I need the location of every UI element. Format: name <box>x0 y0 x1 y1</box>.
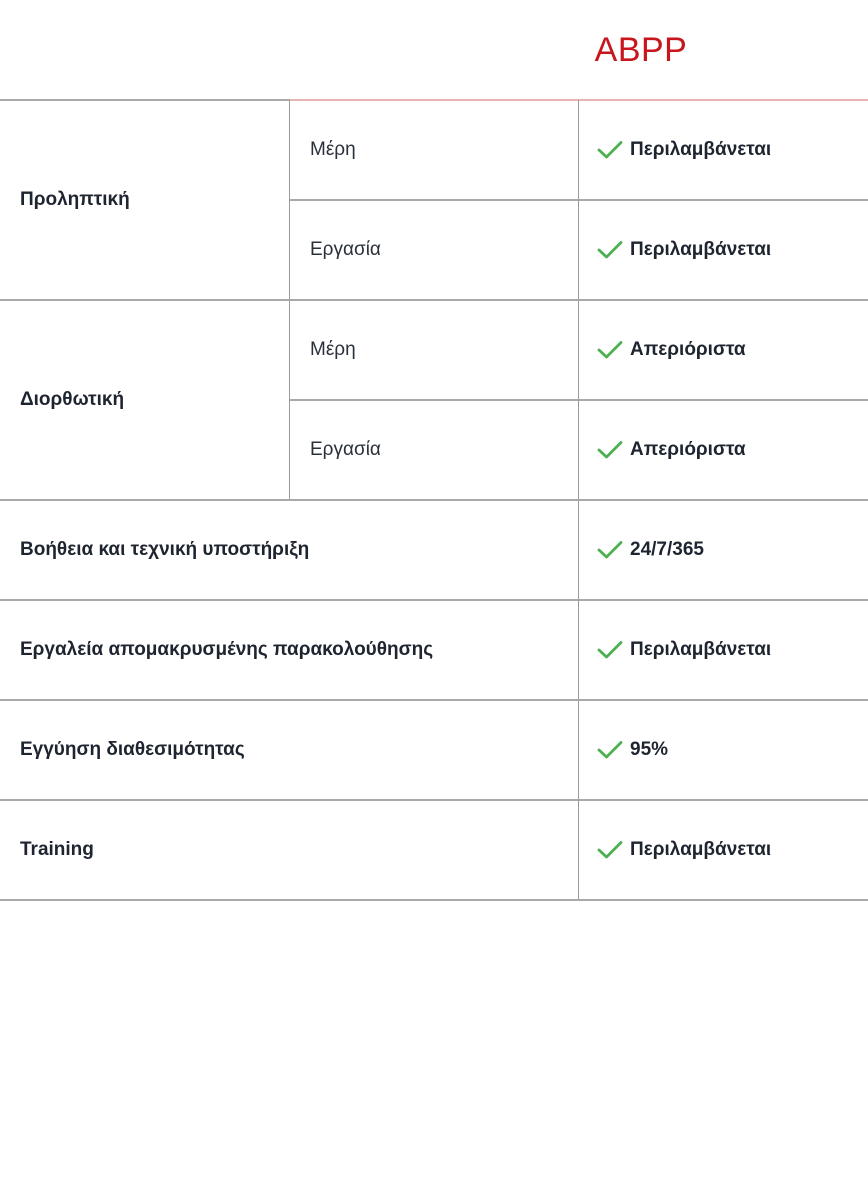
table-header <box>0 0 868 100</box>
feature-label-support: Βοήθεια και τεχνική υποστήριξη <box>20 539 310 560</box>
value-cell <box>578 800 868 900</box>
check-icon <box>597 140 623 160</box>
feature-label-availability: Εγγύηση διαθεσιμότητας <box>20 739 245 760</box>
sub-label-labor: Εργασία <box>289 200 578 300</box>
value-cell <box>578 400 868 500</box>
value-cell <box>578 600 868 700</box>
feature-label-remote-monitoring: Εργαλεία απομακρυσμένης παρακολούθησης <box>20 639 434 660</box>
sub-label-labor: Εργασία <box>289 400 578 500</box>
check-icon <box>597 540 623 560</box>
value-cell <box>578 500 868 600</box>
check-icon <box>597 640 623 660</box>
sub-label-parts: Μέρη <box>289 300 578 400</box>
check-icon <box>597 240 623 260</box>
check-icon <box>597 340 623 360</box>
value-text: Περιλαμβάνεται <box>630 139 772 160</box>
sub-label-parts: Μέρη <box>289 100 578 200</box>
group-label-corrective: Διορθωτική <box>20 389 125 410</box>
check-icon <box>597 740 623 760</box>
value-text: Περιλαμβάνεται <box>630 239 772 260</box>
feature-label-training: Training <box>20 839 94 860</box>
value-cell <box>578 700 868 800</box>
check-icon <box>597 440 623 460</box>
value-cell <box>578 200 868 300</box>
check-icon <box>597 840 623 860</box>
plan-name-heading: ABPP <box>594 31 688 69</box>
value-text: 24/7/365 <box>630 539 704 560</box>
value-text: Περιλαμβάνεται <box>630 639 772 660</box>
value-cell <box>578 100 868 200</box>
row-divider <box>0 899 868 901</box>
value-text: Απεριόριστα <box>630 439 746 460</box>
group-label-preventive: Προληπτική <box>20 189 130 210</box>
value-text: Περιλαμβάνεται <box>630 839 772 860</box>
value-text: 95% <box>630 739 669 760</box>
value-cell <box>578 300 868 400</box>
value-text: Απεριόριστα <box>630 339 746 360</box>
